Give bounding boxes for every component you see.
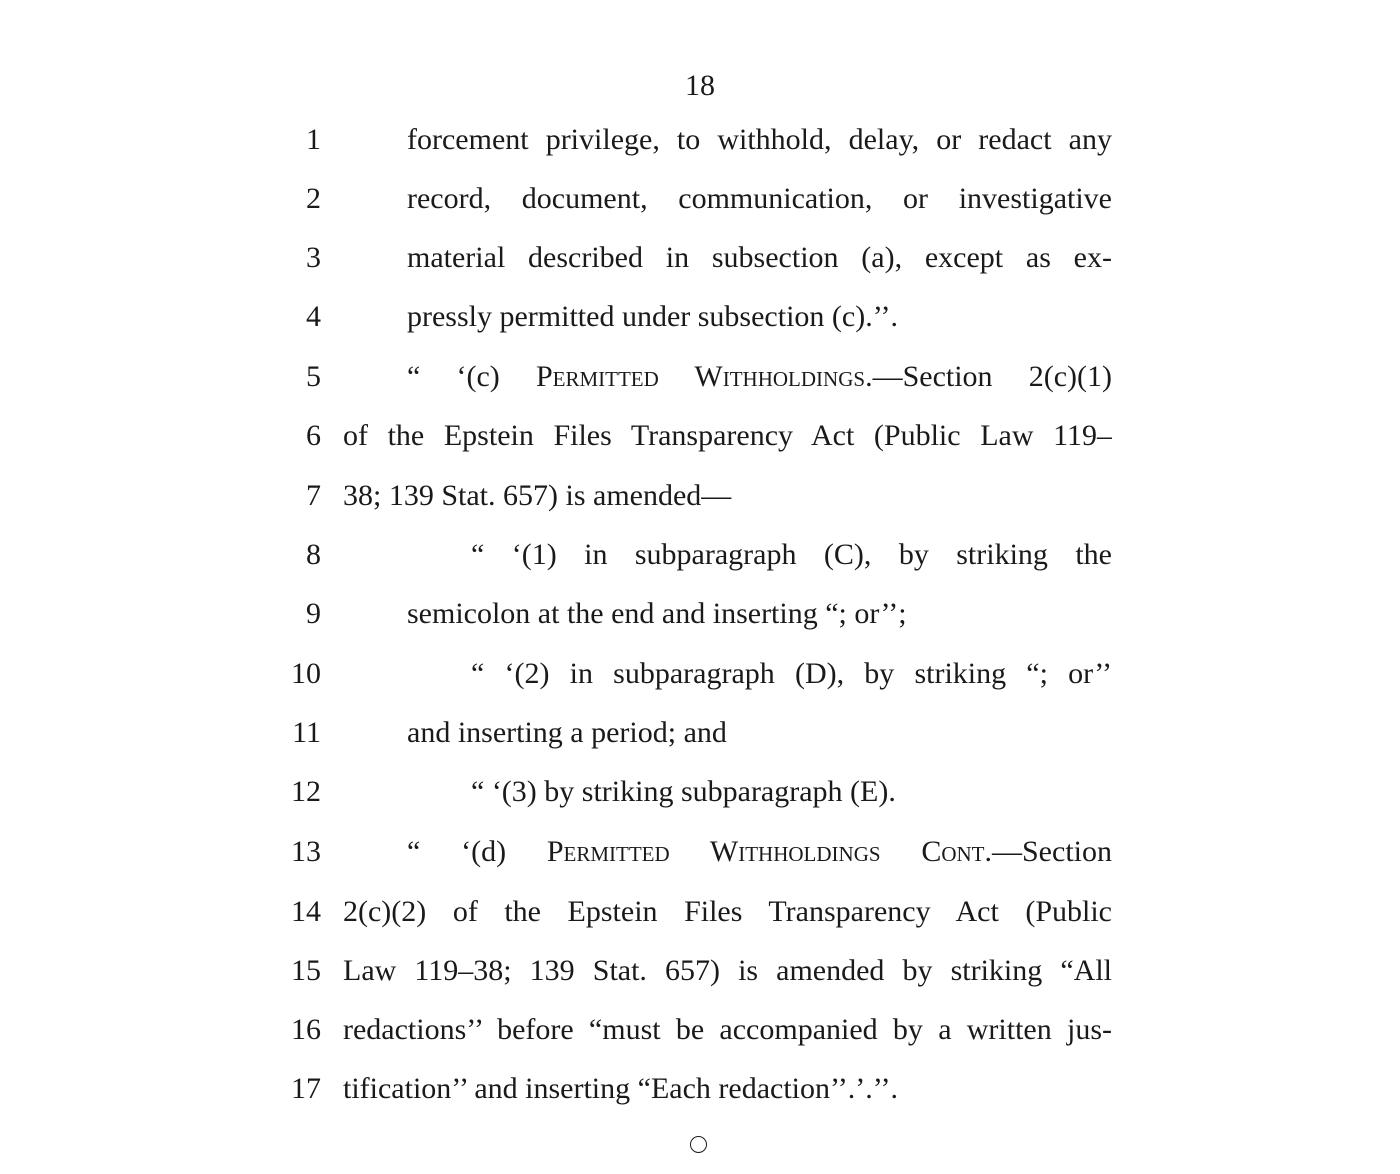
- document-line: [0, 594, 1400, 634]
- circle-icon: [690, 1136, 707, 1153]
- line-text: redactions’’ before “must be accompanied by a written jus-: [343, 1013, 1112, 1046]
- line-number: 17: [291, 1072, 321, 1105]
- line-number: 3: [306, 241, 321, 274]
- line-text: 2(c)(2) of the Epstein Files Transparency Act (Public: [343, 895, 1112, 928]
- line-text: Law 119–38; 139 Stat. 657) is amended by striking “All: [343, 954, 1112, 987]
- line-number: 6: [306, 419, 321, 452]
- line-number: 12: [291, 775, 321, 808]
- heading-suffix: .—Section: [984, 835, 1112, 868]
- document-line: [0, 654, 1400, 694]
- line-number: 8: [306, 538, 321, 571]
- document-line: [0, 713, 1400, 753]
- document-line: [0, 297, 1400, 337]
- line-text: “ ‘(1) in subparagraph (C), by striking the: [471, 538, 1112, 571]
- document-line: [0, 120, 1400, 160]
- line-text: forcement privilege, to withhold, delay, or redact any: [407, 123, 1112, 156]
- line-text: tification’’ and inserting “Each redaction’’.’.’’.: [343, 1072, 898, 1105]
- line-number: 11: [292, 716, 321, 749]
- document-line: [0, 1069, 1400, 1109]
- line-text: [407, 357, 1112, 397]
- document-line: [0, 772, 1400, 812]
- line-text: and inserting a period; and: [407, 716, 727, 749]
- line-text: “ ‘(2) in subparagraph (D), by striking “; or’’: [471, 657, 1112, 690]
- line-number: 10: [291, 657, 321, 690]
- line-text: semicolon at the end and inserting “; or’’;: [407, 597, 907, 630]
- document-line: [0, 357, 1400, 397]
- line-number: 13: [291, 835, 321, 868]
- document-line: [0, 535, 1400, 575]
- line-number: 9: [306, 597, 321, 630]
- document-line: [0, 1010, 1400, 1050]
- line-number: 5: [306, 360, 321, 393]
- line-number: 15: [291, 954, 321, 987]
- page-number: 18: [685, 69, 715, 102]
- document-line: [0, 892, 1400, 932]
- line-number: 4: [306, 300, 321, 333]
- document-line: [0, 951, 1400, 991]
- line-text: “ ‘(3) by striking subparagraph (E).: [471, 775, 896, 808]
- quote-prefix: “ ‘(d): [407, 835, 547, 868]
- line-number: 1: [306, 123, 321, 156]
- document-line: [0, 832, 1400, 872]
- line-text: 38; 139 Stat. 657) is amended—: [343, 479, 732, 512]
- line-number: 16: [291, 1013, 321, 1046]
- document-line: [0, 238, 1400, 278]
- section-heading: Permitted Withholdings Cont: [546, 835, 985, 868]
- line-text: record, document, communication, or investigative: [407, 182, 1112, 215]
- line-number: 14: [291, 895, 321, 928]
- document-line: [0, 416, 1400, 456]
- line-text: pressly permitted under subsection (c).’’.: [407, 300, 898, 333]
- document-line: [0, 179, 1400, 219]
- line-text: of the Epstein Files Transparency Act (Public Law 119–: [343, 419, 1112, 452]
- line-text: material described in subsection (a), except as ex-: [407, 241, 1112, 274]
- quote-prefix: “ ‘(c): [407, 360, 536, 393]
- line-number: 2: [306, 182, 321, 215]
- section-heading: Permitted Withholdings: [535, 360, 866, 393]
- document-line: [0, 476, 1400, 516]
- line-text: [407, 832, 1112, 872]
- heading-suffix: .—Section 2(c)(1): [865, 360, 1112, 393]
- line-number: 7: [306, 479, 321, 512]
